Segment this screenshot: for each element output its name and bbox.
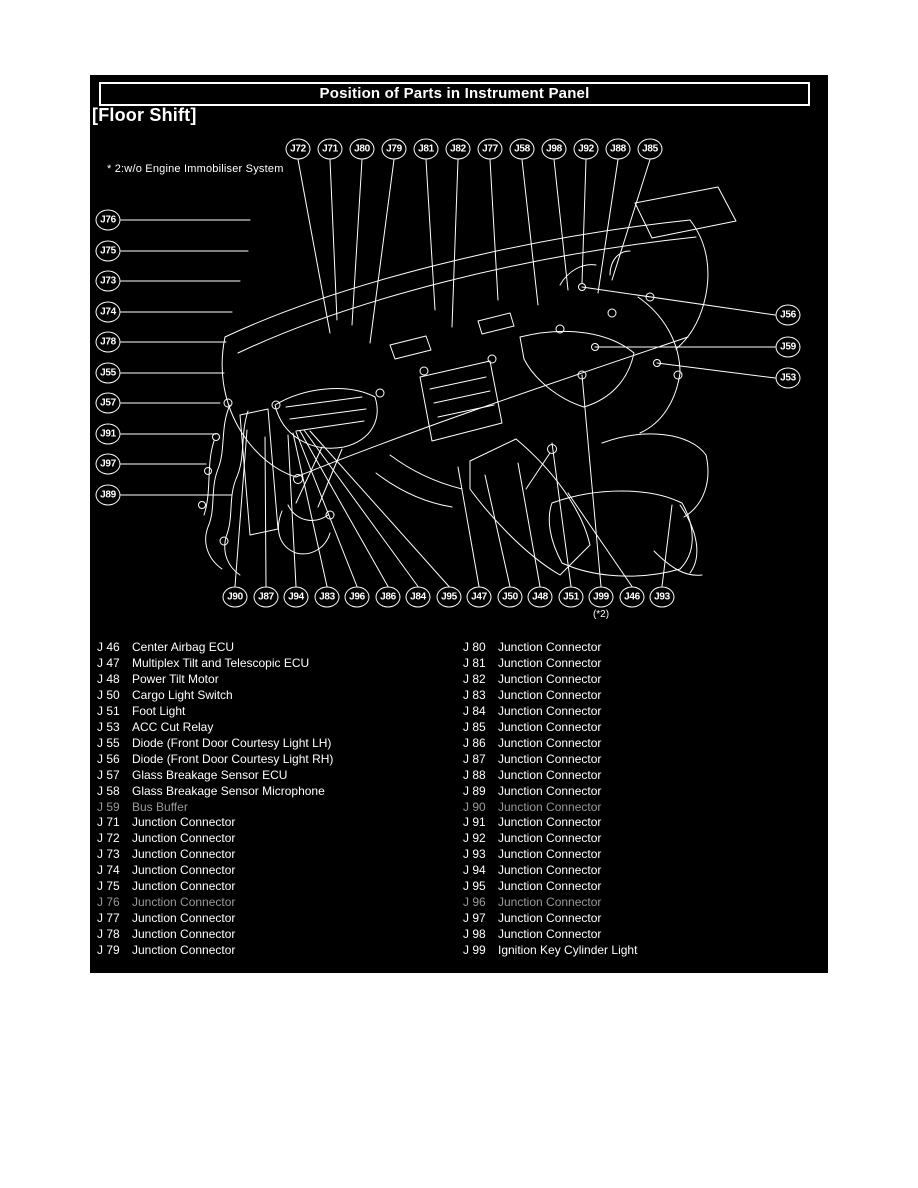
legend-part-id: J 89 [463, 783, 486, 798]
legend-row-j47 [97, 656, 457, 672]
callout-j97: J97 [96, 454, 121, 475]
leader-j98 [554, 160, 568, 291]
legend-part-name: Junction Connector [498, 640, 602, 654]
leader-j83 [293, 433, 327, 587]
legend-part-id: J 71 [97, 815, 120, 830]
legend-row-j83 [463, 688, 823, 704]
legend-part-id: J 55 [97, 735, 120, 750]
legend-part-id: J 87 [463, 751, 486, 766]
legend-part-name: Junction Connector [132, 815, 236, 830]
footnote-star2: (*2) [592, 609, 610, 620]
leader-j53 [657, 363, 775, 378]
callout-j98: J98 [542, 139, 567, 160]
legend-row-j46 [97, 640, 457, 656]
legend-part-name: Junction Connector [498, 783, 602, 798]
callout-j78: J78 [96, 332, 121, 353]
callout-j82: J82 [446, 139, 471, 160]
legend-part-name: Junction Connector [498, 879, 602, 894]
legend-part-name: Junction Connector [498, 751, 602, 766]
legend-row-j80 [463, 640, 823, 656]
leader-j77 [490, 160, 498, 301]
legend-part-name: Junction Connector [498, 687, 602, 702]
legend-row-j88 [463, 768, 823, 784]
legend-row-j87 [463, 752, 823, 768]
legend-row-j72 [97, 831, 457, 847]
legend-row-j71 [97, 815, 457, 831]
legend-row-j55 [97, 736, 457, 752]
legend-row-j75 [97, 879, 457, 895]
legend-part-id: J 74 [97, 863, 120, 878]
legend-row-j94 [463, 863, 823, 879]
legend-part-name: Junction Connector [498, 799, 602, 814]
legend-part-name: Junction Connector [498, 671, 602, 686]
legend-part-id: J 58 [97, 783, 120, 798]
leader-j81 [426, 160, 435, 311]
legend-part-id: J 73 [97, 847, 120, 862]
callout-j85: J85 [638, 139, 663, 160]
legend-row-j53 [97, 720, 457, 736]
leader-j48 [518, 463, 540, 587]
legend-part-id: J 83 [463, 687, 486, 702]
legend-part-name: Junction Connector [132, 943, 236, 958]
callout-j96: J96 [345, 587, 370, 608]
legend-column-left [97, 640, 457, 959]
legend-part-id: J 53 [97, 719, 120, 734]
page-title: Position of Parts in Instrument Panel [319, 85, 590, 102]
legend-part-name: Diode (Front Door Courtesy Light LH) [132, 735, 332, 750]
legend-part-name: Bus Buffer [132, 799, 188, 814]
legend-part-id: J 94 [463, 863, 486, 878]
leader-j93 [662, 505, 672, 587]
callout-j50: J50 [498, 587, 523, 608]
legend-row-j78 [97, 927, 457, 943]
legend-part-name: Power Tilt Motor [132, 671, 219, 686]
legend-part-id: J 72 [97, 831, 120, 846]
immobiliser-note: * 2:w/o Engine Immobiliser System [107, 163, 284, 175]
callout-j87: J87 [254, 587, 279, 608]
legend-part-name: Junction Connector [132, 879, 236, 894]
legend-part-id: J 92 [463, 831, 486, 846]
callout-j58: J58 [510, 139, 535, 160]
leader-lines [121, 160, 775, 587]
legend-row-j77 [97, 911, 457, 927]
callout-j94: J94 [284, 587, 309, 608]
legend-row-j58 [97, 784, 457, 800]
legend-part-name: Junction Connector [498, 735, 602, 750]
leader-j51 [552, 443, 571, 587]
legend-part-name: Junction Connector [132, 863, 236, 878]
legend-part-name: Junction Connector [498, 655, 602, 670]
legend-row-j59 [97, 800, 457, 816]
callout-j95: J95 [437, 587, 462, 608]
legend-row-j93 [463, 847, 823, 863]
leader-j58 [522, 160, 538, 306]
leader-j79 [370, 160, 394, 344]
legend-part-name: Cargo Light Switch [132, 687, 233, 702]
callout-j57: J57 [96, 393, 121, 414]
legend-part-name: Diode (Front Door Courtesy Light RH) [132, 751, 334, 766]
leader-j86 [300, 431, 388, 587]
leader-j85 [612, 160, 650, 281]
legend-row-j85 [463, 720, 823, 736]
callout-j48: J48 [528, 587, 553, 608]
legend-part-id: J 50 [97, 687, 120, 702]
callout-j71: J71 [318, 139, 343, 160]
legend-row-j82 [463, 672, 823, 688]
diagram-panel [90, 75, 828, 973]
callout-j92: J92 [574, 139, 599, 160]
legend-part-name: Junction Connector [132, 911, 236, 926]
legend-row-j57 [97, 768, 457, 784]
callout-j88: J88 [606, 139, 631, 160]
legend-row-j90 [463, 800, 823, 816]
legend-part-id: J 96 [463, 895, 486, 910]
legend-part-id: J 90 [463, 799, 486, 814]
legend-part-id: J 91 [463, 815, 486, 830]
leader-j88 [598, 160, 618, 294]
leader-j95 [310, 431, 449, 587]
legend-row-j48 [97, 672, 457, 688]
callout-j74: J74 [96, 302, 121, 323]
legend-row-j99 [463, 943, 823, 959]
legend-part-id: J 78 [97, 927, 120, 942]
callout-j76: J76 [96, 210, 121, 231]
leader-j96 [296, 432, 357, 587]
callout-j86: J86 [376, 587, 401, 608]
legend-row-j97 [463, 911, 823, 927]
callout-j46: J46 [620, 587, 645, 608]
legend-part-id: J 88 [463, 767, 486, 782]
legend-part-name: Junction Connector [498, 895, 602, 910]
callout-j73: J73 [96, 271, 121, 292]
legend-row-j84 [463, 704, 823, 720]
callout-j47: J47 [467, 587, 492, 608]
legend-column-right [463, 640, 823, 959]
leader-j72 [298, 160, 330, 334]
leader-j94 [288, 435, 296, 587]
legend-part-id: J 93 [463, 847, 486, 862]
legend-part-id: J 56 [97, 751, 120, 766]
callout-j90: J90 [223, 587, 248, 608]
callout-j89: J89 [96, 485, 121, 506]
legend-part-id: J 95 [463, 879, 486, 894]
legend-row-j79 [97, 943, 457, 959]
callout-j55: J55 [96, 363, 121, 384]
callout-j75: J75 [96, 241, 121, 262]
legend-part-id: J 86 [463, 735, 486, 750]
legend-part-id: J 97 [463, 911, 486, 926]
callout-j53: J53 [776, 368, 801, 389]
legend-row-j73 [97, 847, 457, 863]
legend-part-id: J 75 [97, 879, 120, 894]
leader-j90 [235, 430, 247, 587]
legend-row-j81 [463, 656, 823, 672]
callout-j72: J72 [286, 139, 311, 160]
legend-part-name: Junction Connector [498, 719, 602, 734]
leader-j84 [304, 430, 418, 587]
callout-j83: J83 [315, 587, 340, 608]
legend-part-name: Multiplex Tilt and Telescopic ECU [132, 655, 310, 670]
leader-j92 [582, 160, 586, 284]
leader-j82 [452, 160, 458, 328]
legend-part-name: Junction Connector [498, 911, 602, 926]
legend-part-name: Junction Connector [498, 863, 602, 878]
callout-j99: J99 [589, 587, 614, 608]
leader-j50 [485, 475, 510, 587]
legend-row-j74 [97, 863, 457, 879]
leader-j80 [352, 160, 362, 326]
legend-part-name: Junction Connector [132, 847, 236, 862]
legend-part-id: J 98 [463, 927, 486, 942]
leader-j56 [582, 287, 775, 315]
legend-row-j98 [463, 927, 823, 943]
legend-part-name: Foot Light [132, 703, 186, 718]
legend-part-name: Junction Connector [132, 831, 236, 846]
legend-part-name: Junction Connector [132, 927, 236, 942]
legend-part-name: Junction Connector [498, 927, 602, 942]
legend-row-j50 [97, 688, 457, 704]
callout-j79: J79 [382, 139, 407, 160]
legend-part-name: Junction Connector [498, 703, 602, 718]
legend-part-id: J 51 [97, 703, 120, 718]
legend-part-name: Junction Connector [498, 815, 602, 830]
legend-part-name: Junction Connector [132, 895, 236, 910]
leader-j47 [458, 467, 479, 587]
legend-part-id: J 81 [463, 655, 486, 670]
callout-j56: J56 [776, 305, 801, 326]
legend-part-name: Ignition Key Cylinder Light [498, 943, 638, 958]
legend-part-id: J 57 [97, 767, 120, 782]
callout-j59: J59 [776, 337, 801, 358]
legend-row-j95 [463, 879, 823, 895]
legend-part-id: J 77 [97, 911, 120, 926]
legend-part-id: J 76 [97, 895, 120, 910]
legend-part-id: J 99 [463, 943, 486, 958]
legend-row-j91 [463, 815, 823, 831]
legend-part-id: J 59 [97, 799, 120, 814]
legend-part-id: J 79 [97, 943, 120, 958]
legend-part-id: J 47 [97, 655, 120, 670]
legend-part-name: Glass Breakage Sensor ECU [132, 767, 288, 782]
callout-j84: J84 [406, 587, 431, 608]
callout-j93: J93 [650, 587, 675, 608]
legend-part-id: J 84 [463, 703, 486, 718]
legend-part-id: J 82 [463, 671, 486, 686]
legend-row-j56 [97, 752, 457, 768]
leader-j87 [265, 437, 266, 587]
legend-part-id: J 85 [463, 719, 486, 734]
legend-part-id: J 48 [97, 671, 120, 686]
legend-part-name: Junction Connector [498, 831, 602, 846]
legend-row-j92 [463, 831, 823, 847]
legend-row-j51 [97, 704, 457, 720]
legend-part-id: J 80 [463, 640, 486, 654]
legend-part-name: Glass Breakage Sensor Microphone [132, 783, 325, 798]
legend-row-j86 [463, 736, 823, 752]
callout-j77: J77 [478, 139, 503, 160]
legend-row-j89 [463, 784, 823, 800]
callout-j81: J81 [414, 139, 439, 160]
legend-part-name: Junction Connector [498, 767, 602, 782]
leader-j99 [582, 375, 601, 587]
callout-j51: J51 [559, 587, 584, 608]
legend-part-name: Center Airbag ECU [132, 640, 235, 654]
legend-part-name: Junction Connector [498, 847, 602, 862]
legend-part-id: J 46 [97, 640, 120, 654]
legend-part-name: ACC Cut Relay [132, 719, 214, 734]
section-label-floor-shift: [Floor Shift] [92, 105, 197, 125]
legend-row-j76 [97, 895, 457, 911]
legend-row-j96 [463, 895, 823, 911]
callout-j91: J91 [96, 424, 121, 445]
callout-j80: J80 [350, 139, 375, 160]
